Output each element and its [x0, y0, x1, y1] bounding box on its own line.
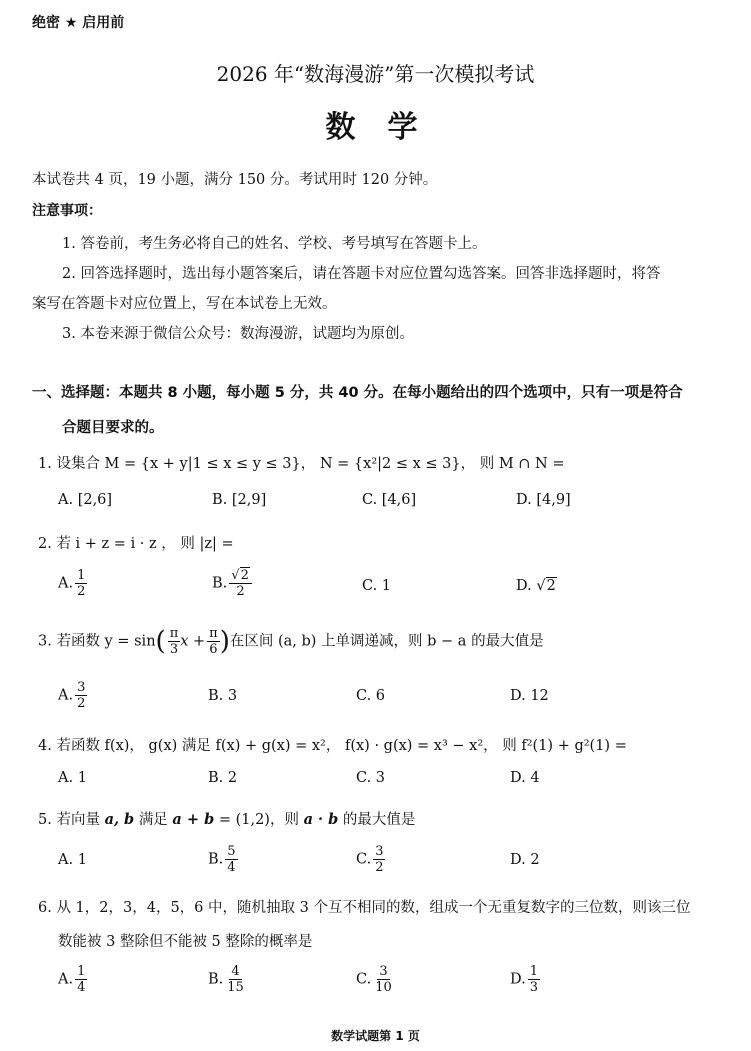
q5-option-b: B. $\frac{5}{4}$	[208, 844, 236, 875]
q3-option-b: B. 3	[208, 688, 238, 704]
q2-option-c: C. 1	[362, 578, 392, 594]
fraction: $\frac{3}{10}$	[375, 964, 392, 995]
notice-heading: 注意事项：	[32, 203, 102, 219]
q3-option-c: C. 6	[356, 688, 386, 704]
fraction: $\frac{\pi}{3}$	[169, 626, 179, 657]
q3-option-d: D. 12	[510, 688, 549, 704]
page-footer: 数学试题第 1 页	[331, 1029, 420, 1043]
fraction: $\frac{1}{4}$	[77, 964, 86, 995]
q4-option-d: D. 4	[510, 770, 540, 786]
q4-option-c: C. 3	[356, 770, 386, 786]
q1-option-b: B. [2,9]	[212, 492, 267, 508]
q1-option-a: A. [2,6]	[58, 492, 113, 508]
q6-option-a: A. $\frac{1}{4}$	[58, 964, 86, 995]
q1-option-c: C. [4,6]	[362, 492, 417, 508]
q5-option-d: D. 2	[510, 852, 540, 868]
fraction: $\frac{√2}{2}$	[229, 568, 252, 599]
q2-option-a: A. $\frac{1}{2}$	[58, 568, 86, 599]
question-6-stem: 6. 从 1，2，3，4，5，6 中，随机抽取 3 个互不相同的数，组成一个无重复数字的三位数，则该三位	[38, 900, 691, 916]
fraction: $\frac{1}{3}$	[529, 964, 538, 995]
question-2-stem: 2. 若 i + z = i · z ， 则 |z| =	[38, 536, 234, 552]
question-1-stem: 1. 设集合 M = {x + y|1 ≤ x ≤ y ≤ 3}， N = {x²|2 ≤ x ≤ 3}， 则 M ∩ N =	[38, 456, 565, 472]
question-6-stem-cont: 数能被 3 整除但不能被 5 整除的概率是	[58, 934, 313, 950]
q6-option-b: B. $\frac{4}{15}$	[208, 964, 244, 995]
q5-option-a: A. 1	[58, 852, 87, 868]
q1-option-d: D. [4,9]	[516, 492, 571, 508]
q5-option-c: C. $\frac{3}{2}$	[356, 844, 384, 875]
fraction: $\frac{3}{2}$	[77, 680, 86, 711]
q2-option-b: B. $\frac{√2}{2}$	[212, 568, 252, 599]
notice-item-2-cont: 案写在答题卡对应位置上，写在本试卷上无效。	[32, 296, 337, 312]
notice-item-1: 1. 答卷前，考生务必将自己的姓名、学校、考号填写在答题卡上。	[62, 236, 487, 252]
question-3-stem: 3. 若函数 y = sin( $\frac{\pi}{3}$ x + $\frac{\pi}{6}$ )在区间 (a, b) 上单调递减，则 b − a 的最大值是	[38, 626, 544, 657]
subject-title: 数学	[325, 110, 450, 145]
fraction: $\frac{4}{15}$	[227, 964, 244, 995]
q4-option-b: B. 2	[208, 770, 238, 786]
notice-item-2: 2. 回答选择题时，选出每小题答案后，请在答题卡对应位置勾选答案。回答非选择题时，将答	[62, 266, 661, 282]
notice-item-3: 3. 本卷来源于微信公众号：数海漫游，试题均为原创。	[62, 326, 414, 342]
section-heading-cont: 合题目要求的。	[62, 420, 164, 436]
q4-option-a: A. 1	[58, 770, 87, 786]
question-4-stem: 4. 若函数 f(x)， g(x) 满足 f(x) + g(x) = x²， f(x) · g(x) = x³ − x²， 则 f²(1) + g²(1) =	[38, 738, 627, 754]
q6-option-c: C. $\frac{3}{10}$	[356, 964, 392, 995]
exam-intro: 本试卷共 4 页，19 小题，满分 150 分。考试用时 120 分钟。	[32, 172, 438, 188]
confidential-label: 绝密 ★ 启用前	[32, 15, 125, 31]
exam-title: 2026 年“数海漫游”第一次模拟考试	[216, 62, 535, 86]
q3-option-a: A. $\frac{3}{2}$	[58, 680, 86, 711]
section-heading: 一、选择题：本题共 8 小题，每小题 5 分，共 40 分。在每小题给出的四个选项中，只有一项是符合	[32, 385, 683, 401]
question-5-stem: 5. 若向量 a, b 满足 a + b = (1,2)，则 a · b 的最大值是	[38, 811, 416, 828]
q2-option-d: D. √2	[516, 578, 556, 594]
fraction: $\frac{\pi}{6}$	[209, 626, 218, 657]
fraction: $\frac{5}{4}$	[227, 844, 236, 875]
q6-option-d: D. $\frac{1}{3}$	[510, 964, 538, 995]
fraction: $\frac{3}{2}$	[375, 844, 384, 875]
fraction: $\frac{1}{2}$	[77, 568, 86, 599]
